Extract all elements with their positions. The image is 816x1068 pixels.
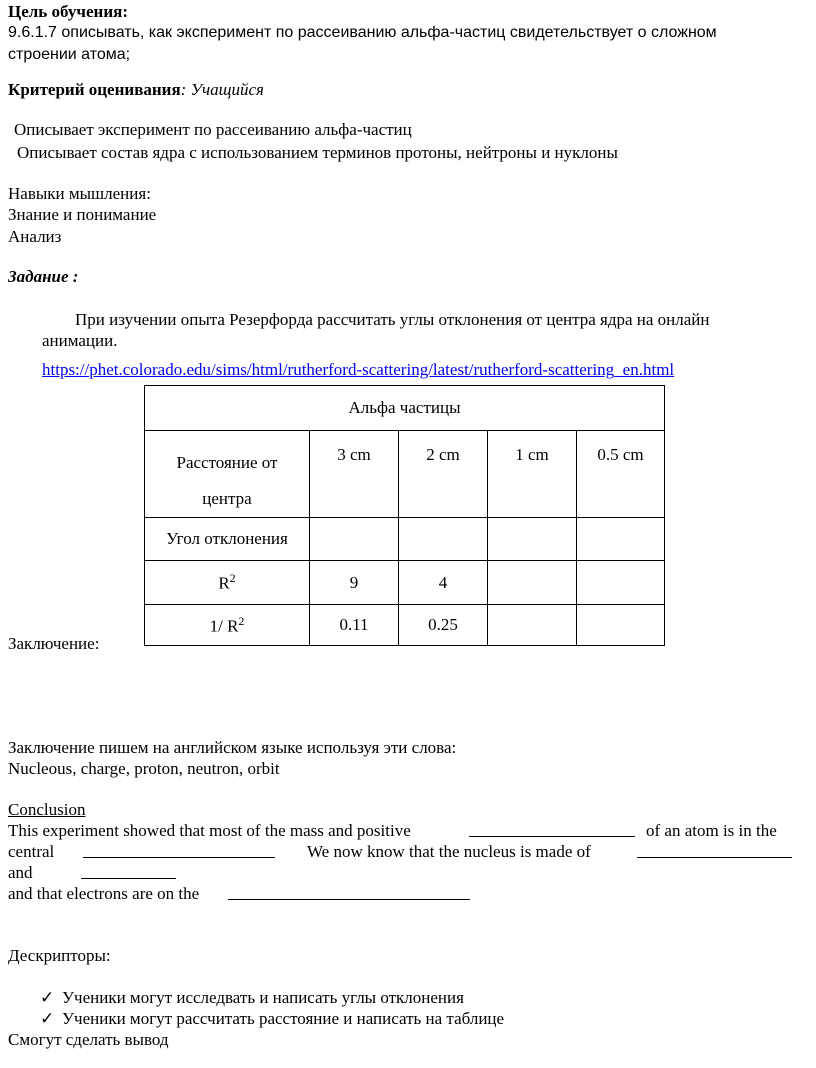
objective-line-2: строении атома;: [8, 46, 131, 63]
inverse-r2-label: 1/ R: [209, 616, 239, 636]
conclusion-line-3a: and: [8, 863, 33, 882]
r2-row-label: [145, 561, 310, 605]
blank-field-3[interactable]: [637, 843, 792, 858]
table-title: Альфа частицы: [145, 386, 665, 431]
conclusion-words: Nucleous, charge, proton, neutron, orbit: [8, 759, 280, 778]
descriptor-item-2-text: Ученики могут рассчитать расстояние и написать на таблице: [62, 1009, 505, 1028]
angle-cell[interactable]: [310, 518, 399, 561]
checkmark-icon: ✓: [40, 1009, 55, 1028]
r2-cell[interactable]: [488, 561, 577, 605]
angle-cell[interactable]: [577, 518, 665, 561]
distance-cell: 3 cm: [310, 431, 399, 518]
blank-field-4[interactable]: [81, 864, 176, 879]
distance-cell: 2 cm: [399, 431, 488, 518]
conclusion-label: Заключение:: [8, 634, 100, 653]
descriptor-item-1: [40, 987, 464, 1009]
r2-cell: 9: [310, 561, 399, 605]
r2-label: R: [218, 573, 230, 593]
skills-heading: Навыки мышления:: [8, 184, 151, 203]
criteria-suffix: : Учащийся: [180, 80, 264, 99]
angle-cell[interactable]: [399, 518, 488, 561]
r2-cell[interactable]: [577, 561, 665, 605]
inverse-r2-cell[interactable]: [488, 605, 577, 646]
task-line-2: анимации.: [42, 331, 118, 350]
descriptor-item-2: [40, 1008, 504, 1030]
inverse-r2-cell: 0.11: [310, 605, 399, 646]
skills-item-1: Знание и понимание: [8, 205, 157, 224]
distance-label-line-1: Расстояние от: [176, 453, 278, 472]
blank-field-5[interactable]: [228, 885, 470, 900]
alpha-particles-table: [144, 385, 665, 646]
criteria-item-1: Описывает эксперимент по рассеиванию альфа-частиц: [14, 120, 412, 139]
checkmark-icon: ✓: [40, 988, 55, 1007]
descriptors-heading: Дескрипторы:: [8, 946, 111, 965]
blank-field-1[interactable]: [469, 822, 635, 837]
skills-item-2: Анализ: [8, 227, 62, 246]
task-line-1: При изучении опыта Резерфорда рассчитать углы отклонения от центра ядра на онлайн: [75, 310, 710, 329]
inverse-r2-superscript: 2: [238, 613, 245, 628]
conclusion-line-1a: This experiment showed that most of the mass and positive: [8, 821, 411, 840]
inverse-r2-row-label: [145, 605, 310, 646]
conclusion-instruction: Заключение пишем на английском языке используя эти слова:: [8, 738, 457, 757]
criteria-item-2: Описывает состав ядра с использованием терминов протоны, нейтроны и нуклоны: [17, 143, 618, 162]
objective-line-1: 9.6.1.7 описывать, как эксперимент по рассеиванию альфа-частиц свидетельствует о сложном: [8, 24, 717, 41]
angle-cell[interactable]: [488, 518, 577, 561]
criteria-label: Критерий оценивания: [8, 80, 181, 99]
r2-cell: 4: [399, 561, 488, 605]
descriptors-footer: Смогут сделать вывод: [8, 1030, 169, 1049]
distance-row-label: [145, 431, 310, 518]
blank-field-2[interactable]: [83, 843, 275, 858]
objective-heading: Цель обучения:: [8, 2, 128, 21]
task-heading: Задание :: [8, 267, 79, 286]
distance-label-line-2: центра: [202, 489, 252, 508]
phet-simulation-link[interactable]: https://phet.colorado.edu/sims/html/rutherford-scattering/latest/rutherford-scattering_en.html: [42, 360, 675, 379]
descriptor-item-1-text: Ученики могут исследвать и написать углы отклонения: [62, 988, 464, 1007]
r2-superscript: 2: [229, 571, 236, 586]
inverse-r2-cell[interactable]: [577, 605, 665, 646]
distance-cell: 1 cm: [488, 431, 577, 518]
conclusion-line-2a: central: [8, 842, 55, 861]
conclusion-line-4a: and that electrons are on the: [8, 884, 200, 903]
distance-cell: 0.5 cm: [577, 431, 665, 518]
angle-row-label: Угол отклонения: [145, 518, 310, 561]
conclusion-line-1b: of an atom is in the: [646, 821, 777, 840]
conclusion-line-2b: We now know that the nucleus is made of: [307, 842, 591, 861]
criteria-line: [8, 79, 264, 101]
conclusion-title: Conclusion: [8, 800, 86, 819]
inverse-r2-cell: 0.25: [399, 605, 488, 646]
